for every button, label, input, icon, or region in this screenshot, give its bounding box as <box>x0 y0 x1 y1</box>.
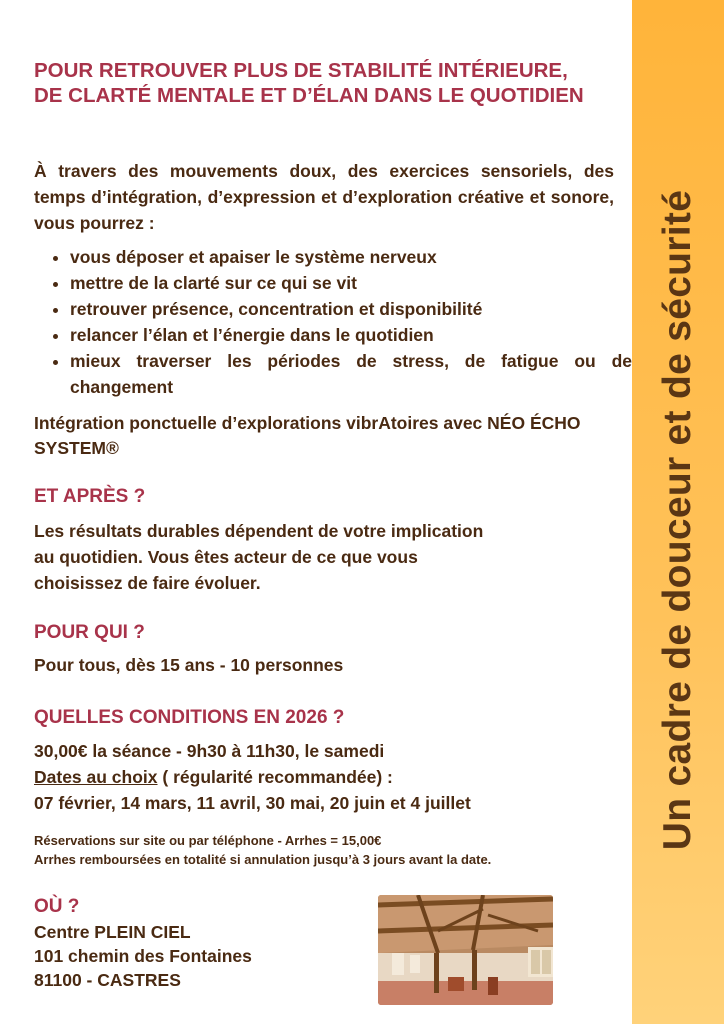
intro-paragraph: À travers des mouvements doux, des exercices sensoriels, des temps d’intégration, d’expression et d’exploration créative et sonore, vous pourrez : <box>34 161 614 233</box>
pour-qui-text: Pour tous, dès 15 ans - 10 personnes <box>34 655 344 675</box>
ou-title: OÙ ? <box>34 896 80 917</box>
pour-qui-title: POUR QUI ? <box>34 622 145 643</box>
list-item: • retrouver présence, concentration et disponibilité <box>70 296 632 322</box>
benefits-list <box>52 244 632 400</box>
headline: POUR RETROUVER PLUS DE STABILITÉ INTÉRIEURE, DE CLARTÉ MENTALE ET D’ÉLAN DANS LE QUOTIDIEN <box>34 59 584 107</box>
refund-note: Arrhes remboursées en totalité si annulation jusqu’à 3 jours avant la date. <box>34 852 492 867</box>
apres-line-3: choisissez de faire évoluer. <box>34 573 261 593</box>
list-item: • mettre de la clarté sur ce qui se vit <box>70 270 632 296</box>
street-address: 101 chemin des Fontaines <box>34 946 252 966</box>
sidebar-band <box>632 0 724 1024</box>
conditions-title: QUELLES CONDITIONS EN 2026 ? <box>34 707 345 728</box>
integration-note: Intégration ponctuelle d’explorations vibrAtoires avec NÉO ÉCHO SYSTEM® <box>34 413 581 458</box>
reservation-note: Réservations sur site ou par téléphone - Arrhes = 15,00€ <box>34 833 382 848</box>
list-item: • relancer l’élan et l’énergie dans le quotidien <box>70 322 632 348</box>
list-item: • vous déposer et apaiser le système nerveux <box>70 244 632 270</box>
list-item: • mieux traverser les périodes de stress, de fatigue ou de changement <box>70 348 632 400</box>
sidebar-vertical-title: Un cadre de douceur et de sécurité <box>656 189 699 851</box>
conditions-dates: 07 février, 14 mars, 11 avril, 30 mai, 20 juin et 4 juillet <box>34 793 471 813</box>
venue-photo <box>378 895 553 1005</box>
dates-note: ( régularité recommandée) : <box>157 767 393 787</box>
apres-line-2: au quotidien. Vous êtes acteur de ce que vous <box>34 547 418 567</box>
city-address: 81100 - CASTRES <box>34 970 181 990</box>
venue-name: Centre PLEIN CIEL <box>34 922 191 942</box>
dates-label: Dates au choix <box>34 767 158 787</box>
apres-title: ET APRÈS ? <box>34 486 146 507</box>
address <box>34 920 252 992</box>
apres-line-1: Les résultats durables dépendent de votre implication <box>34 521 484 541</box>
apres-text <box>34 518 483 596</box>
conditions-dates-line <box>34 764 393 790</box>
conditions-price: 30,00€ la séance - 9h30 à 11h30, le samedi <box>34 741 385 761</box>
